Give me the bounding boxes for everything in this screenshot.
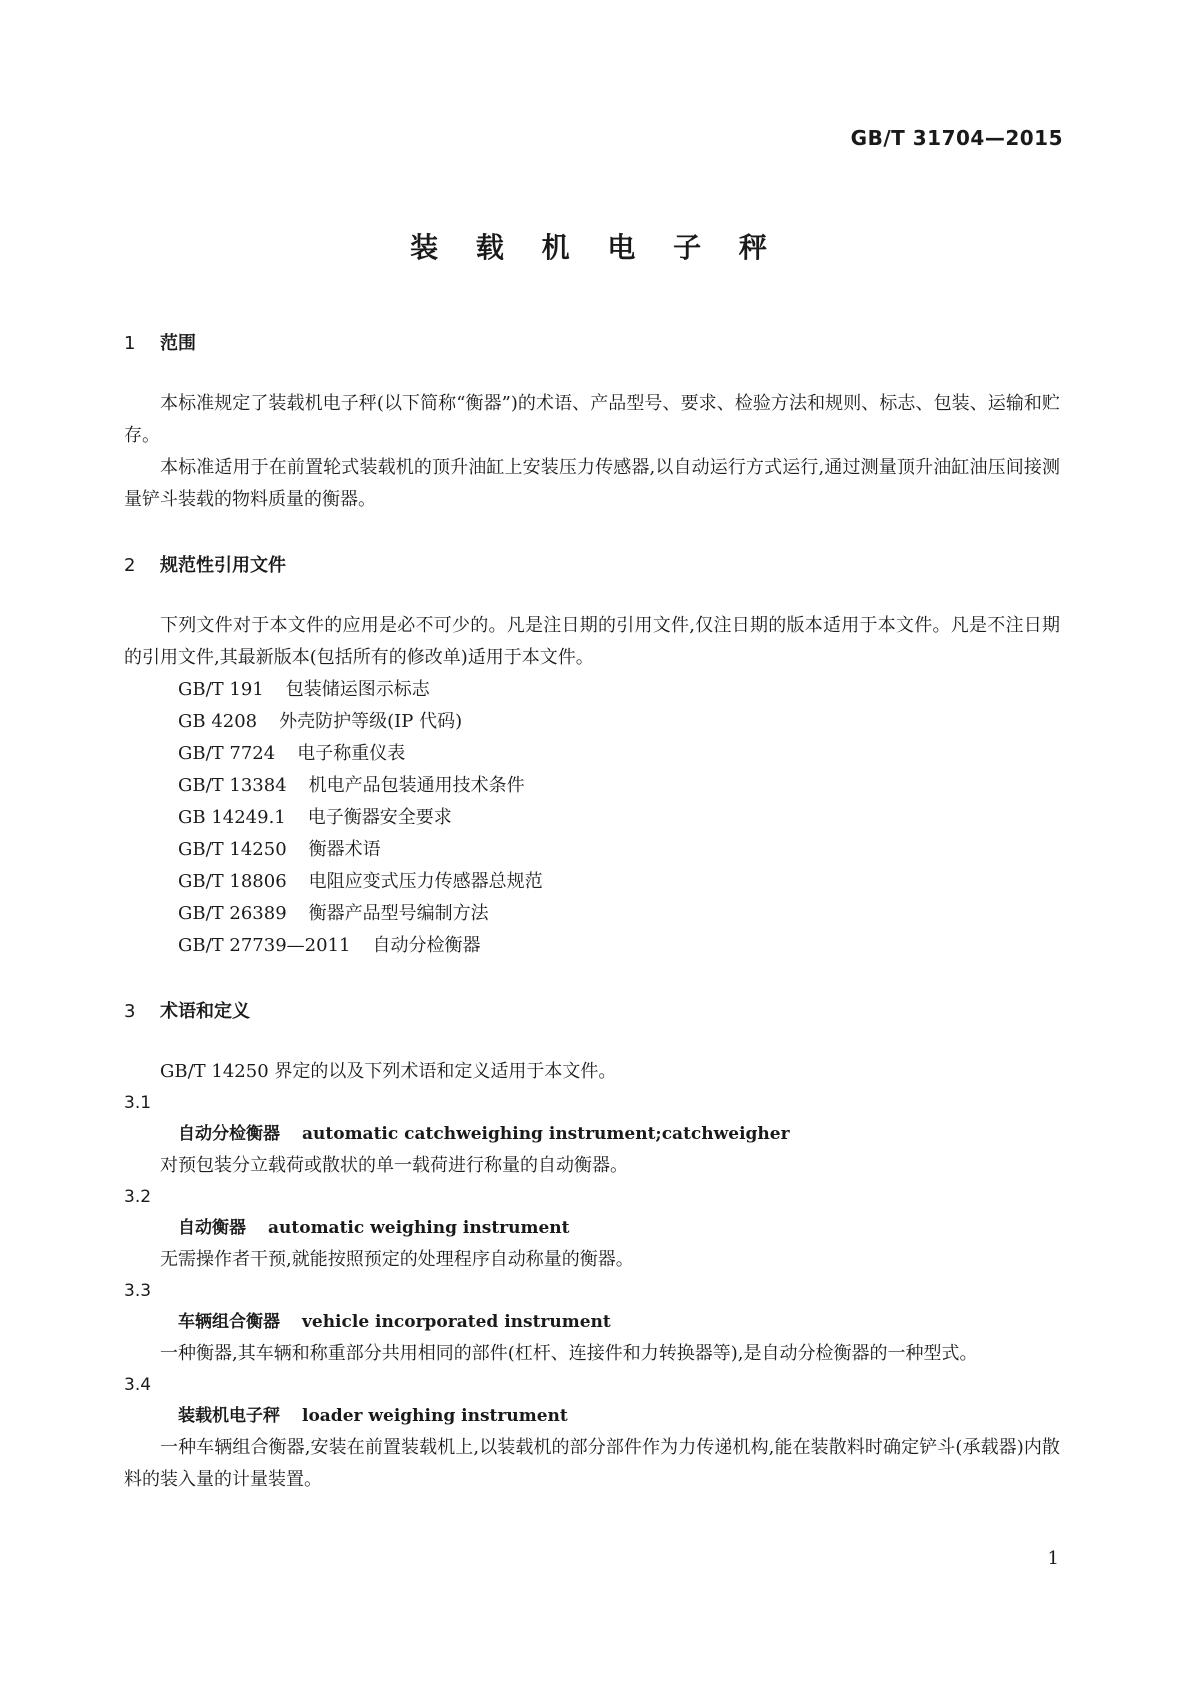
term-zh: 装载机电子秤	[178, 1406, 280, 1426]
paragraph: 下列文件对于本文件的应用是必不可少的。凡是注日期的引用文件,仅注日期的版本适用于本文件。凡是不注日期的引用文件,其最新版本(包括所有的修改单)适用于本文件。	[124, 615, 1060, 668]
reference-code: GB/T 14250	[178, 839, 287, 860]
reference-item	[178, 898, 1060, 930]
reference-item	[178, 834, 1060, 866]
term-number: 3.2	[124, 1187, 152, 1207]
section-3-heading	[124, 998, 1060, 1026]
reference-item	[178, 802, 1060, 834]
reference-code: GB/T 18806	[178, 871, 287, 892]
section-number: 2	[124, 555, 136, 576]
term-zh: 车辆组合衡器	[178, 1312, 280, 1332]
reference-item	[178, 866, 1060, 898]
section-title: 范围	[160, 333, 196, 354]
term-definition: 一种车辆组合衡器,安装在前置装载机上,以装载机的部分部件作为力传递机构,能在装散料时确定铲斗(承载器)内散料的装入量的计量装置。	[124, 1437, 1060, 1490]
reference-item	[178, 706, 1060, 738]
term-en: vehicle incorporated instrument	[302, 1312, 611, 1332]
page-number: 1	[1047, 1548, 1059, 1569]
reference-item	[178, 770, 1060, 802]
term-zh: 自动衡器	[178, 1218, 246, 1238]
paragraph: GB/T 14250 界定的以及下列术语和定义适用于本文件。	[160, 1061, 617, 1082]
reference-code: GB/T 191	[178, 679, 264, 700]
term-en: automatic weighing instrument	[268, 1218, 570, 1238]
reference-list	[124, 674, 1060, 962]
paragraph: 本标准规定了装载机电子秤(以下简称“衡器”)的术语、产品型号、要求、检验方法和规则、标志、包装、运输和贮存。	[124, 393, 1060, 446]
paragraph: 本标准适用于在前置轮式装载机的顶升油缸上安装压力传感器,以自动运行方式运行,通过测量顶升油缸油压间接测量铲斗装载的物料质量的衡器。	[124, 457, 1060, 510]
term-heading	[178, 1118, 1060, 1150]
reference-item	[178, 930, 1060, 962]
reference-code: GB/T 27739—2011	[178, 935, 351, 956]
reference-code: GB 14249.1	[178, 807, 286, 828]
document-title: 装 载 机 电 子 秤	[410, 231, 781, 264]
term-number: 3.3	[124, 1281, 152, 1301]
reference-name: 机电产品包装通用技术条件	[308, 775, 525, 796]
section-2-heading	[124, 552, 1060, 580]
term-definition: 无需操作者干预,就能按照预定的处理程序自动称量的衡器。	[160, 1249, 634, 1270]
reference-name: 电子衡器安全要求	[307, 807, 452, 828]
reference-code: GB/T 7724	[178, 743, 276, 764]
section-title: 术语和定义	[160, 1001, 250, 1022]
term-entry	[124, 1088, 1060, 1182]
term-heading	[178, 1306, 1060, 1338]
section-number: 1	[124, 333, 136, 354]
term-definition: 对预包装分立载荷或散状的单一载荷进行称量的自动衡器。	[160, 1155, 628, 1176]
reference-item	[178, 674, 1060, 706]
term-entry	[124, 1370, 1060, 1496]
term-heading	[178, 1400, 1060, 1432]
document-number: GB/T 31704—2015	[850, 126, 1063, 150]
reference-name: 包装储运图示标志	[285, 679, 430, 700]
reference-code: GB/T 13384	[178, 775, 287, 796]
reference-name: 电阻应变式压力传感器总规范	[308, 871, 543, 892]
term-en: loader weighing instrument	[302, 1406, 568, 1426]
term-en: automatic catchweighing instrument;catchweigher	[302, 1124, 790, 1144]
reference-name: 衡器术语	[308, 839, 381, 860]
section-1-heading	[124, 330, 1060, 358]
document-body	[124, 330, 1060, 1496]
term-zh: 自动分检衡器	[178, 1124, 280, 1144]
term-definition: 一种衡器,其车辆和称重部分共用相同的部件(杠杆、连接件和力转换器等),是自动分检衡器的一种型式。	[160, 1343, 978, 1364]
section-title: 规范性引用文件	[160, 555, 286, 576]
reference-name: 电子称重仪表	[297, 743, 406, 764]
section-number: 3	[124, 1001, 136, 1022]
reference-name: 外壳防护等级(IP 代码)	[279, 711, 463, 732]
reference-code: GB/T 26389	[178, 903, 287, 924]
term-number: 3.4	[124, 1375, 152, 1395]
reference-item	[178, 738, 1060, 770]
reference-name: 自动分检衡器	[372, 935, 481, 956]
term-entry	[124, 1276, 1060, 1370]
term-number: 3.1	[124, 1093, 152, 1113]
term-heading	[178, 1212, 1060, 1244]
term-entry	[124, 1182, 1060, 1276]
reference-name: 衡器产品型号编制方法	[308, 903, 489, 924]
reference-code: GB 4208	[178, 711, 258, 732]
